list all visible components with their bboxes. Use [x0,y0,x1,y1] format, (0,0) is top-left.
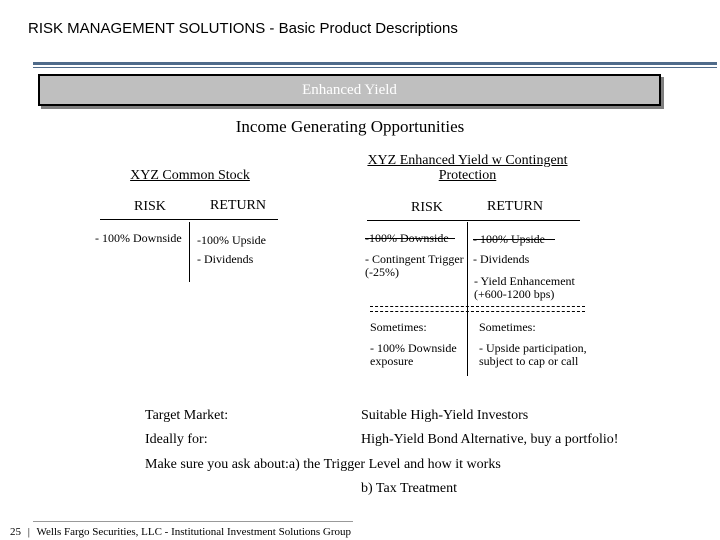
right-divider [467,222,468,376]
ideal-for-value: High-Yield Bond Alternative, buy a portfolio! [361,432,619,447]
right-heading: XYZ Enhanced Yield w Contingent Protection [367,153,568,183]
footer-text: Wells Fargo Securities, LLC - Institutional Investment Solutions Group [36,526,352,538]
left-return-label: RETURN [210,198,266,213]
footer [10,526,351,538]
sometimes-risk: - 100% Downside exposure [370,341,457,368]
right-return-label: RETURN [487,199,543,214]
right-risk-item: -100% Downside [365,231,449,245]
right-return-item: - 100% Upside [473,232,545,246]
ideal-for-label: Ideally for: [145,432,208,447]
header-rule-thin [33,67,717,68]
right-return-item: - Dividends [473,252,530,266]
left-return-item: -100% Upside [197,233,266,247]
left-header-rule [100,219,278,220]
left-risk-item: - 100% Downside [95,231,182,245]
left-return-item: - Dividends [197,252,254,266]
page-number: 25 [10,526,21,538]
ask-about-b: b) Tax Treatment [361,481,457,496]
banner-enhanced-yield: Enhanced Yield [38,74,661,106]
ask-about-line: Make sure you ask about:a) the Trigger Level and how it works [145,457,501,472]
left-divider [189,222,190,282]
left-risk-label: RISK [134,199,166,214]
header-rule [33,62,717,65]
right-risk-item: - Contingent Trigger (-25%) [365,252,464,279]
sometimes-label: Sometimes: [479,320,536,334]
strike-line [473,239,555,240]
footer-separator: | [27,526,30,538]
right-return-item: - Yield Enhancement (+600-1200 bps) [474,274,575,301]
sometimes-return: - Upside participation, subject to cap or call [479,341,587,368]
page-title: RISK MANAGEMENT SOLUTIONS - Basic Product Descriptions [28,20,458,37]
target-market-value: Suitable High-Yield Investors [361,408,529,423]
left-heading: XYZ Common Stock [130,168,250,183]
target-market-label: Target Market: [145,408,229,423]
section-subtitle: Income Generating Opportunities [235,117,465,136]
dashed-separator [370,311,585,312]
dashed-separator [370,306,585,307]
sometimes-label: Sometimes: [370,320,427,334]
right-header-rule [367,220,580,221]
right-risk-label: RISK [411,200,443,215]
strike-line [365,238,455,239]
footer-rule [33,521,353,522]
